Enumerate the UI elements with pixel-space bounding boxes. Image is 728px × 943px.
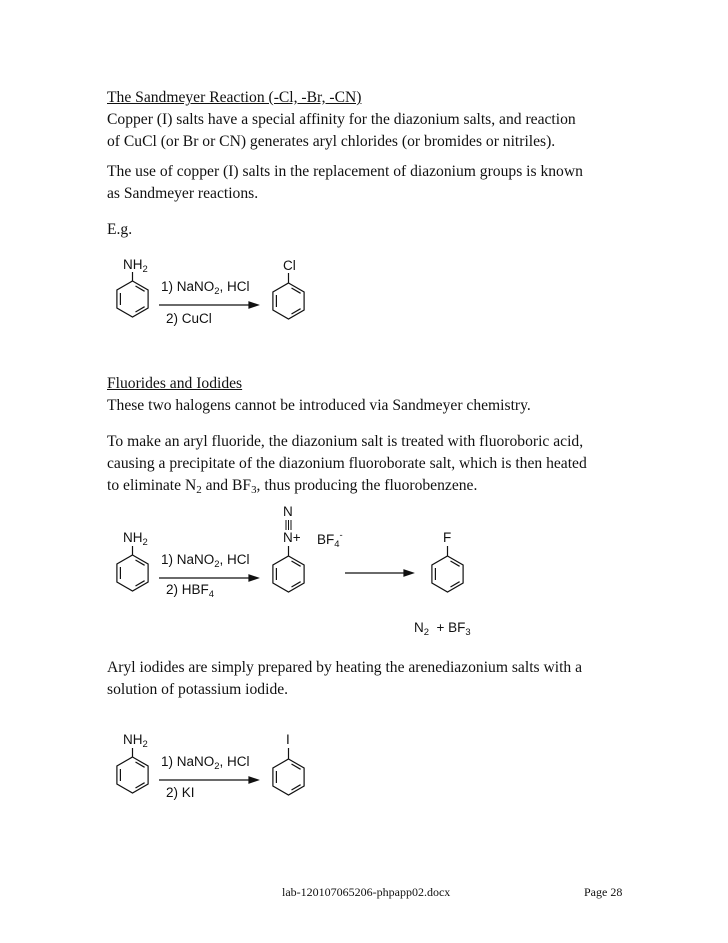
bf4-counterion: $BF_4^-$ (317, 530, 343, 550)
reaction-arrow-3 (345, 570, 413, 576)
byproducts-label: $N_2 + BF_3$ (414, 620, 471, 638)
diazonium-ring (273, 546, 304, 592)
scheme3-nh2-label: $NH_2$ (123, 732, 148, 750)
fluorides-text-line-3: causing a precipitate of the diazonium fluoroborate salt, which is then heated (107, 455, 587, 472)
reaction-arrow-4 (159, 777, 258, 783)
diazonium-triple-bond (286, 520, 291, 530)
iodobenzene-ring (273, 748, 304, 795)
aniline-ring-1 (117, 272, 148, 317)
fluorides-text-line-2: To make an aryl fluoride, the diazonium salt is treated with fluoroboric acid, (107, 433, 584, 450)
iodides-text-line-1: Aryl iodides are simply prepared by heating the arenediazonium salts with a (107, 659, 583, 676)
reaction-arrow-1 (159, 302, 258, 308)
scheme2-condition-2: 2) $HBF_4$ (166, 582, 215, 600)
fluorides-text-line-4: to eliminate $N_2$ and $BF_3$, thus producing the fluorobenzene. (107, 477, 478, 496)
fluorides-iodides-section (107, 373, 647, 417)
scheme2-nh2-label: $NH_2$ (123, 530, 148, 548)
scheme1-cl-label: Cl (283, 258, 296, 273)
fluorides-text-line-1: These two halogens cannot be introduced via Sandmeyer chemistry. (107, 397, 531, 414)
aniline-ring-2 (117, 546, 148, 591)
iodides-text-line-2: solution of potassium iodide. (107, 681, 289, 698)
fluorides-iodides-heading: Fluorides and Iodides (107, 375, 243, 392)
scheme1-condition-2: 2) CuCl (166, 311, 212, 326)
sandmeyer-text-line-1: Copper (I) salts have a special affinity for the diazonium salts, and reaction (107, 111, 576, 128)
scheme2-condition-1: 1) NaNO$_2$, HCl (161, 552, 250, 570)
eg-text: E.g. (107, 221, 133, 238)
iodides-paragraph (107, 657, 647, 701)
sandmeyer-text-line-3: The use of copper (I) salts in the replacement of diazonium groups is known (107, 163, 583, 180)
scheme1-condition-1: 1) NaNO$_2$, HCl (161, 279, 250, 297)
scheme3-condition-1: 1) NaNO$_2$, HCl (161, 754, 250, 772)
sandmeyer-text-line-2: of CuCl (or Br or CN) generates aryl chlorides (or bromides or nitriles). (107, 133, 556, 150)
diazonium-terminal-n: N (283, 504, 293, 519)
fluorides-paragraph-2 (107, 431, 647, 497)
chlorobenzene-ring (273, 273, 304, 319)
scheme1-nh2-label: $NH_2$ (123, 257, 148, 275)
sandmeyer-heading: The Sandmeyer Reaction (-Cl, -Br, -CN) (107, 89, 362, 106)
fluorobenzene-ring (432, 546, 463, 592)
diazonium-n-plus: N+ (283, 530, 301, 545)
footer-page-number: Page 28 (584, 885, 623, 899)
footer-filename: lab-120107065206-phpapp02.docx (282, 885, 451, 899)
reaction-arrow-2 (159, 575, 258, 581)
sandmeyer-text-line-4: as Sandmeyer reactions. (107, 185, 259, 202)
fluoro-label: F (443, 530, 452, 545)
iodo-label: I (286, 732, 290, 747)
aniline-ring-3 (117, 748, 148, 793)
scheme3-condition-2: 2) KI (166, 785, 195, 800)
